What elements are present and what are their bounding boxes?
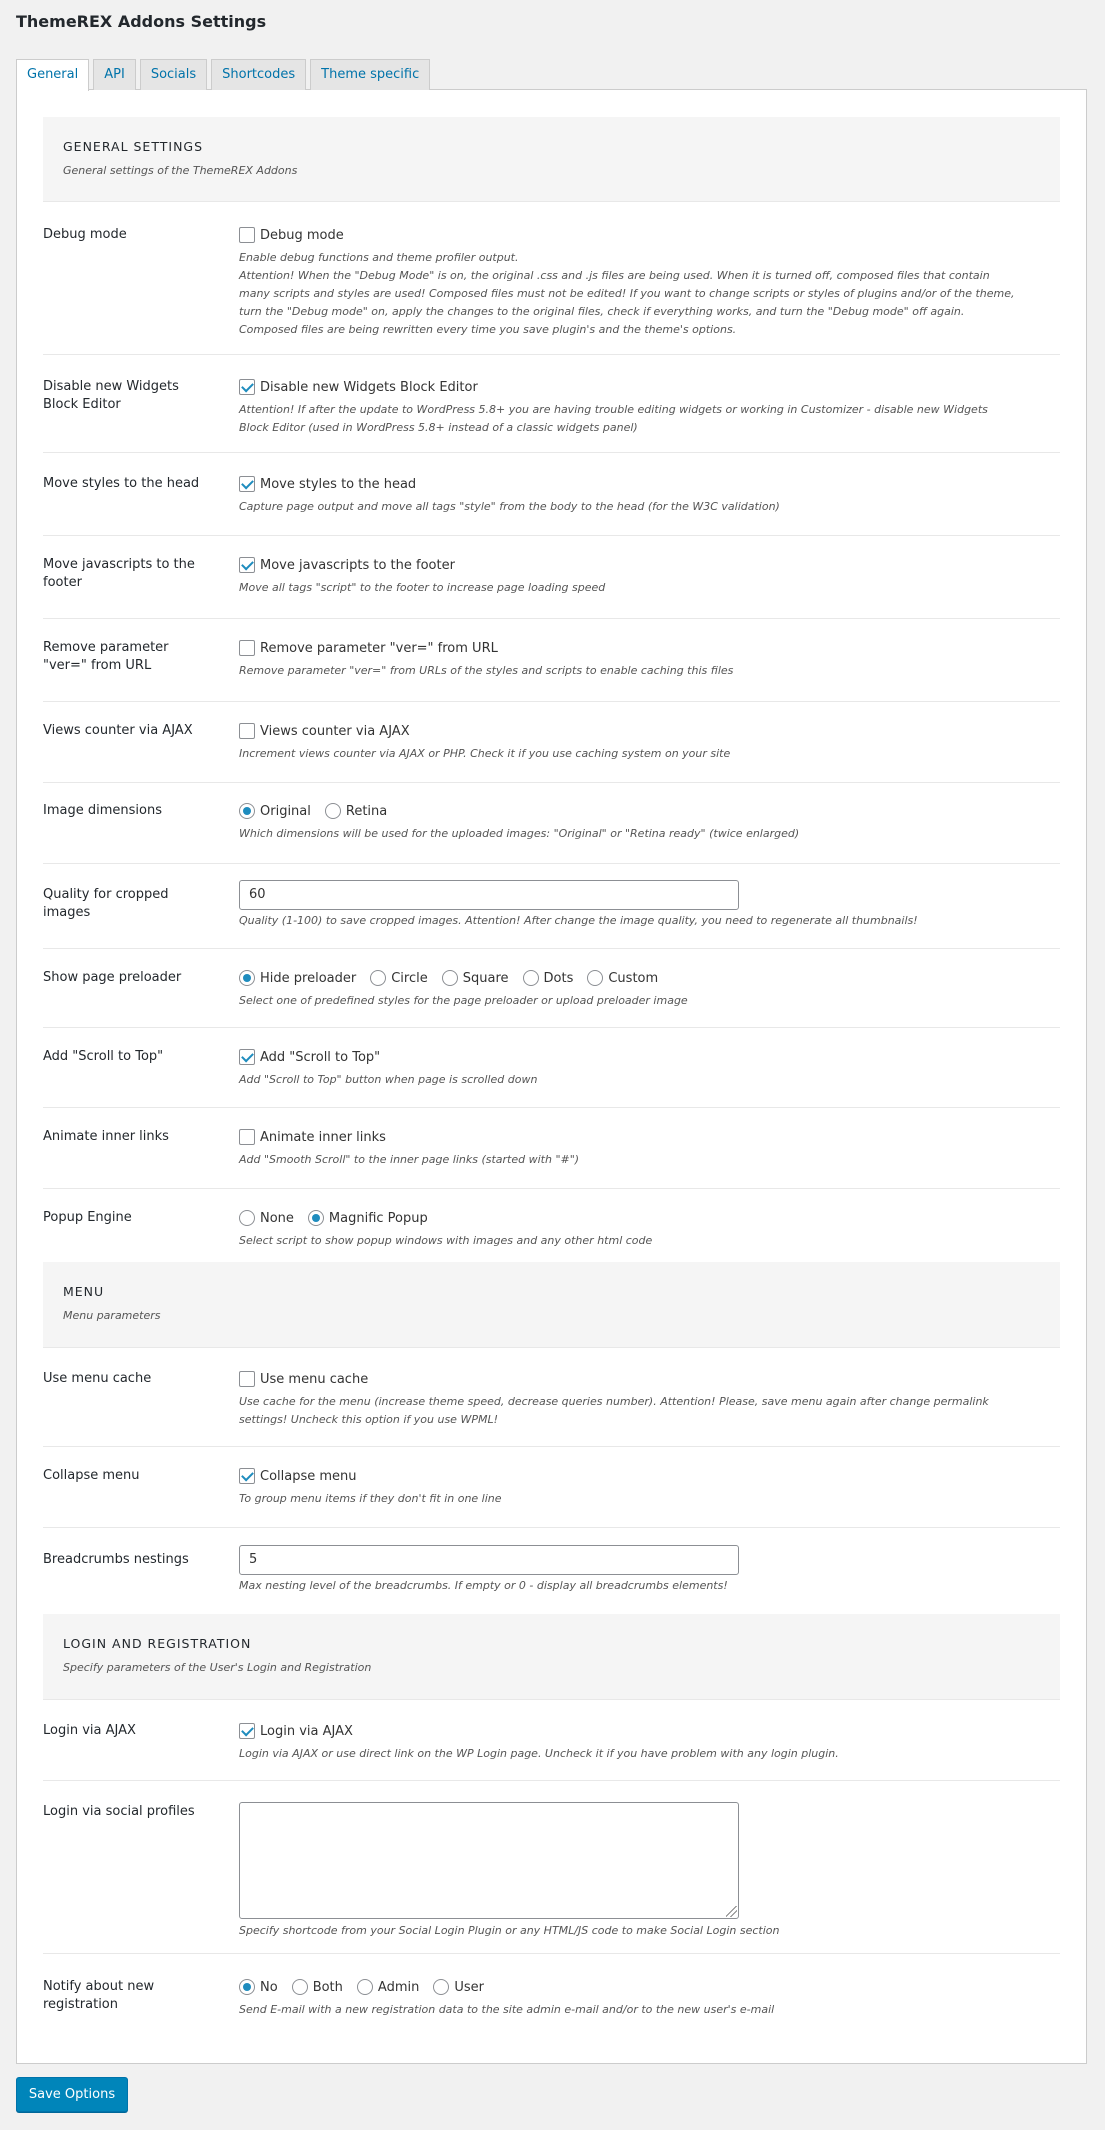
field-control bbox=[239, 475, 1019, 516]
field-control bbox=[239, 1209, 1019, 1250]
row-quality bbox=[43, 864, 1060, 949]
row-popup-engine bbox=[43, 1189, 1060, 1270]
field-control bbox=[239, 1978, 1019, 2019]
field-label: Disable new Widgets Block Editor bbox=[43, 379, 179, 412]
row-disable-widgets-editor bbox=[43, 355, 1060, 453]
field-description: Use cache for the menu (increase theme speed, decrease queries number). Attention! Please, save menu again after change permalink settings! Uncheck this option if you use WPML! bbox=[239, 1395, 989, 1426]
radio-button[interactable] bbox=[239, 803, 255, 819]
field-control bbox=[239, 1467, 1019, 1508]
tab-shortcodes[interactable]: Shortcodes bbox=[211, 59, 306, 90]
field-description: Increment views counter via AJAX or PHP. Check it if you use caching system on your site bbox=[239, 747, 731, 760]
field-description: Remove parameter "ver=" from URLs of the styles and scripts to enable caching this files bbox=[239, 664, 734, 677]
radio-label: User bbox=[454, 1979, 484, 1995]
field-description: Quality (1-100) to save cropped images. Attention! After change the image quality, you need to regenerate all thumbnails! bbox=[239, 914, 918, 927]
checkbox-box[interactable] bbox=[239, 1129, 255, 1145]
checkbox-label: Use menu cache bbox=[260, 1371, 369, 1387]
row-image-dimensions bbox=[43, 783, 1060, 864]
field-label: Move styles to the head bbox=[43, 476, 200, 491]
radio-dots[interactable] bbox=[523, 970, 574, 986]
field-control bbox=[239, 802, 1019, 843]
radio-square[interactable] bbox=[442, 970, 509, 986]
radio-button[interactable] bbox=[239, 1979, 255, 1995]
row-notify-registration bbox=[43, 1954, 1060, 2054]
checkbox-label: Collapse menu bbox=[260, 1468, 357, 1484]
radio-label: Dots bbox=[543, 970, 574, 986]
radio-both[interactable] bbox=[292, 1979, 343, 1995]
radio-retina[interactable] bbox=[325, 803, 387, 819]
field-control bbox=[239, 378, 1019, 437]
row-move-scripts bbox=[43, 536, 1060, 619]
field-description: Select one of predefined styles for the page preloader or upload preloader image bbox=[239, 994, 688, 1007]
radio-no[interactable] bbox=[239, 1979, 278, 1995]
breadcrumbs-input[interactable]: 5 bbox=[239, 1545, 739, 1575]
radio-button[interactable] bbox=[239, 1210, 255, 1226]
tab-theme-specific[interactable]: Theme specific bbox=[310, 59, 430, 90]
radio-button[interactable] bbox=[325, 803, 341, 819]
collapse-menu-checkbox[interactable] bbox=[239, 1468, 357, 1484]
section-title: GENERAL SETTINGS bbox=[63, 139, 204, 154]
scroll-top-checkbox[interactable] bbox=[239, 1049, 380, 1065]
radio-label: Admin bbox=[377, 1979, 420, 1995]
checkbox-box[interactable] bbox=[239, 476, 255, 492]
resize-grip-icon[interactable] bbox=[726, 1906, 737, 1917]
section-description: Specify parameters of the User's Login and Registration bbox=[63, 1661, 372, 1674]
radio-button[interactable] bbox=[292, 1979, 308, 1995]
section-description: General settings of the ThemeREX Addons bbox=[63, 164, 298, 177]
field-label: Show page preloader bbox=[43, 970, 182, 985]
remove-ver-checkbox[interactable] bbox=[239, 640, 498, 656]
field-description: To group menu items if they don't fit in one line bbox=[239, 1492, 502, 1505]
radio-hide-preloader[interactable] bbox=[239, 970, 356, 986]
checkbox-label: Debug mode bbox=[260, 227, 344, 243]
radio-label: No bbox=[260, 1979, 278, 1995]
radio-label: Circle bbox=[391, 970, 428, 986]
radio-circle[interactable] bbox=[370, 970, 428, 986]
row-menu-cache bbox=[43, 1348, 1060, 1447]
checkbox-box[interactable] bbox=[239, 1049, 255, 1065]
settings-tabs bbox=[16, 59, 430, 90]
field-description: Add "Scroll to Top" button when page is scrolled down bbox=[239, 1073, 538, 1086]
checkbox-box[interactable] bbox=[239, 557, 255, 573]
section-menu bbox=[43, 1262, 1060, 1348]
checkbox-box[interactable] bbox=[239, 1371, 255, 1387]
radio-button[interactable] bbox=[370, 970, 386, 986]
radio-user[interactable] bbox=[433, 1979, 484, 1995]
radio-button[interactable] bbox=[239, 970, 255, 986]
radio-label: None bbox=[260, 1210, 294, 1226]
checkbox-box[interactable] bbox=[239, 1723, 255, 1739]
radio-label: Retina bbox=[345, 803, 388, 819]
field-label: Add "Scroll to Top" bbox=[43, 1049, 164, 1064]
row-login-social bbox=[43, 1781, 1060, 1954]
checkbox-label: Login via AJAX bbox=[260, 1723, 353, 1739]
field-label: Image dimensions bbox=[43, 803, 162, 818]
debug-mode-checkbox[interactable] bbox=[239, 227, 344, 243]
row-animate-links bbox=[43, 1108, 1060, 1189]
field-control bbox=[239, 1128, 1019, 1169]
row-remove-ver bbox=[43, 619, 1060, 702]
row-collapse-menu bbox=[43, 1447, 1060, 1528]
settings-panel bbox=[16, 89, 1087, 2064]
field-control bbox=[239, 556, 1019, 597]
radio-button[interactable] bbox=[357, 1979, 373, 1995]
field-label: Quality for cropped images bbox=[43, 887, 169, 920]
page-title: ThemeREX Addons Settings bbox=[16, 12, 267, 31]
field-label: Animate inner links bbox=[43, 1129, 169, 1144]
checkbox-label: Remove parameter "ver=" from URL bbox=[260, 640, 498, 656]
field-description: Send E-mail with a new registration data to the site admin e-mail and/or to the new user's e-mail bbox=[239, 2003, 775, 2016]
radio-label: Magnific Popup bbox=[328, 1210, 428, 1226]
field-description: Enable debug functions and theme profiler output. Attention! When the "Debug Mode" is on, the original .css and .js files are being used. When it is turned off, composed files that contain many scripts and styles are used! Composed files must not be edited! If you want to change scripts or styles of plugins and/or of the theme, turn the "Debug mode" on, apply the changes to the original files, check if everything works, and turn the "Debug mode" off again. Composed files are being rewritten every time you save plugin's and the theme's options. bbox=[239, 251, 1015, 336]
radio-button[interactable] bbox=[433, 1979, 449, 1995]
row-views-ajax bbox=[43, 702, 1060, 783]
field-control bbox=[239, 1545, 1019, 1595]
move-scripts-checkbox[interactable] bbox=[239, 557, 455, 573]
radio-button[interactable] bbox=[523, 970, 539, 986]
checkbox-box[interactable] bbox=[239, 1468, 255, 1484]
checkbox-label: Animate inner links bbox=[260, 1129, 386, 1145]
login-social-textarea[interactable] bbox=[239, 1802, 739, 1919]
field-label: Collapse menu bbox=[43, 1468, 140, 1483]
checkbox-box[interactable] bbox=[239, 640, 255, 656]
tab-general[interactable]: General bbox=[16, 59, 89, 91]
tab-socials[interactable]: Socials bbox=[140, 59, 207, 90]
radio-admin[interactable] bbox=[357, 1979, 419, 1995]
row-breadcrumbs bbox=[43, 1528, 1060, 1614]
field-label: Popup Engine bbox=[43, 1210, 132, 1225]
field-label: Remove parameter "ver=" from URL bbox=[43, 640, 169, 673]
field-control bbox=[239, 639, 1019, 680]
field-description: Specify shortcode from your Social Login Plugin or any HTML/JS code to make Social Login section bbox=[239, 1924, 780, 1937]
tab-api[interactable]: API bbox=[93, 59, 136, 90]
checkbox-label: Move javascripts to the footer bbox=[260, 557, 455, 573]
field-label: Login via social profiles bbox=[43, 1804, 195, 1819]
radio-original[interactable] bbox=[239, 803, 311, 819]
move-styles-checkbox[interactable] bbox=[239, 476, 416, 492]
quality-input[interactable]: 60 bbox=[239, 880, 739, 910]
checkbox-label: Move styles to the head bbox=[260, 476, 417, 492]
radio-none[interactable] bbox=[239, 1210, 294, 1226]
save-options-button[interactable]: Save Options bbox=[16, 2077, 128, 2112]
section-general bbox=[43, 117, 1060, 202]
section-title: MENU bbox=[63, 1284, 105, 1299]
radio-magnific-popup[interactable] bbox=[308, 1210, 428, 1226]
views-ajax-checkbox[interactable] bbox=[239, 723, 410, 739]
radio-label: Custom bbox=[608, 970, 659, 986]
field-label: Move javascripts to the footer bbox=[43, 557, 195, 590]
field-description: Attention! If after the update to WordPress 5.8+ you are having trouble editing widgets or working in Customizer - disable new Widgets Block Editor (used in WordPress 5.8+ instead of a classic widgets panel) bbox=[239, 403, 988, 434]
field-label: Views counter via AJAX bbox=[43, 723, 193, 738]
checkbox-box[interactable] bbox=[239, 227, 255, 243]
radio-button[interactable] bbox=[308, 1210, 324, 1226]
field-description: Add "Smooth Scroll" to the inner page links (started with "#") bbox=[239, 1153, 580, 1166]
field-label: Login via AJAX bbox=[43, 1723, 136, 1738]
row-scroll-top bbox=[43, 1028, 1060, 1108]
field-description: Login via AJAX or use direct link on the WP Login page. Uncheck it if you have problem with any login plugin. bbox=[239, 1747, 839, 1760]
row-login-ajax bbox=[43, 1700, 1060, 1781]
checkbox-label: Add "Scroll to Top" bbox=[260, 1049, 381, 1065]
disable-widgets-editor-checkbox[interactable] bbox=[239, 379, 478, 395]
field-label: Debug mode bbox=[43, 227, 127, 242]
checkbox-box[interactable] bbox=[239, 379, 255, 395]
field-control bbox=[239, 1370, 1019, 1429]
radio-custom[interactable] bbox=[587, 970, 658, 986]
field-label: Use menu cache bbox=[43, 1371, 152, 1386]
field-control bbox=[239, 722, 1019, 763]
menu-cache-checkbox[interactable] bbox=[239, 1371, 368, 1387]
field-control bbox=[239, 1722, 1019, 1763]
field-control bbox=[239, 226, 1019, 339]
radio-label: Both bbox=[312, 1979, 343, 1995]
radio-label: Hide preloader bbox=[260, 970, 357, 986]
radio-label: Square bbox=[462, 970, 509, 986]
field-description: Which dimensions will be used for the uploaded images: "Original" or "Retina ready" (twice enlarged) bbox=[239, 827, 800, 840]
checkbox-box[interactable] bbox=[239, 723, 255, 739]
field-description: Max nesting level of the breadcrumbs. If empty or 0 - display all breadcrumbs elements! bbox=[239, 1579, 728, 1592]
field-description: Move all tags "script" to the footer to increase page loading speed bbox=[239, 581, 606, 594]
checkbox-label: Disable new Widgets Block Editor bbox=[260, 379, 478, 395]
section-login bbox=[43, 1614, 1060, 1700]
field-control bbox=[239, 969, 1019, 1010]
field-control bbox=[239, 1802, 1019, 1940]
field-control bbox=[239, 1048, 1019, 1089]
radio-button[interactable] bbox=[587, 970, 603, 986]
field-label: Breadcrumbs nestings bbox=[43, 1552, 189, 1567]
row-move-styles bbox=[43, 453, 1060, 536]
field-description: Select script to show popup windows with images and any other html code bbox=[239, 1234, 653, 1247]
field-label: Notify about new registration bbox=[43, 1979, 155, 2012]
row-preloader bbox=[43, 949, 1060, 1028]
checkbox-label: Views counter via AJAX bbox=[260, 723, 410, 739]
section-title: LOGIN AND REGISTRATION bbox=[63, 1636, 252, 1651]
section-description: Menu parameters bbox=[63, 1309, 161, 1322]
field-description: Capture page output and move all tags "style" from the body to the head (for the W3C validation) bbox=[239, 500, 780, 513]
radio-button[interactable] bbox=[442, 970, 458, 986]
animate-links-checkbox[interactable] bbox=[239, 1129, 386, 1145]
row-debug-mode bbox=[43, 202, 1060, 355]
login-ajax-checkbox[interactable] bbox=[239, 1723, 353, 1739]
radio-label: Original bbox=[260, 803, 311, 819]
field-control bbox=[239, 880, 1019, 930]
